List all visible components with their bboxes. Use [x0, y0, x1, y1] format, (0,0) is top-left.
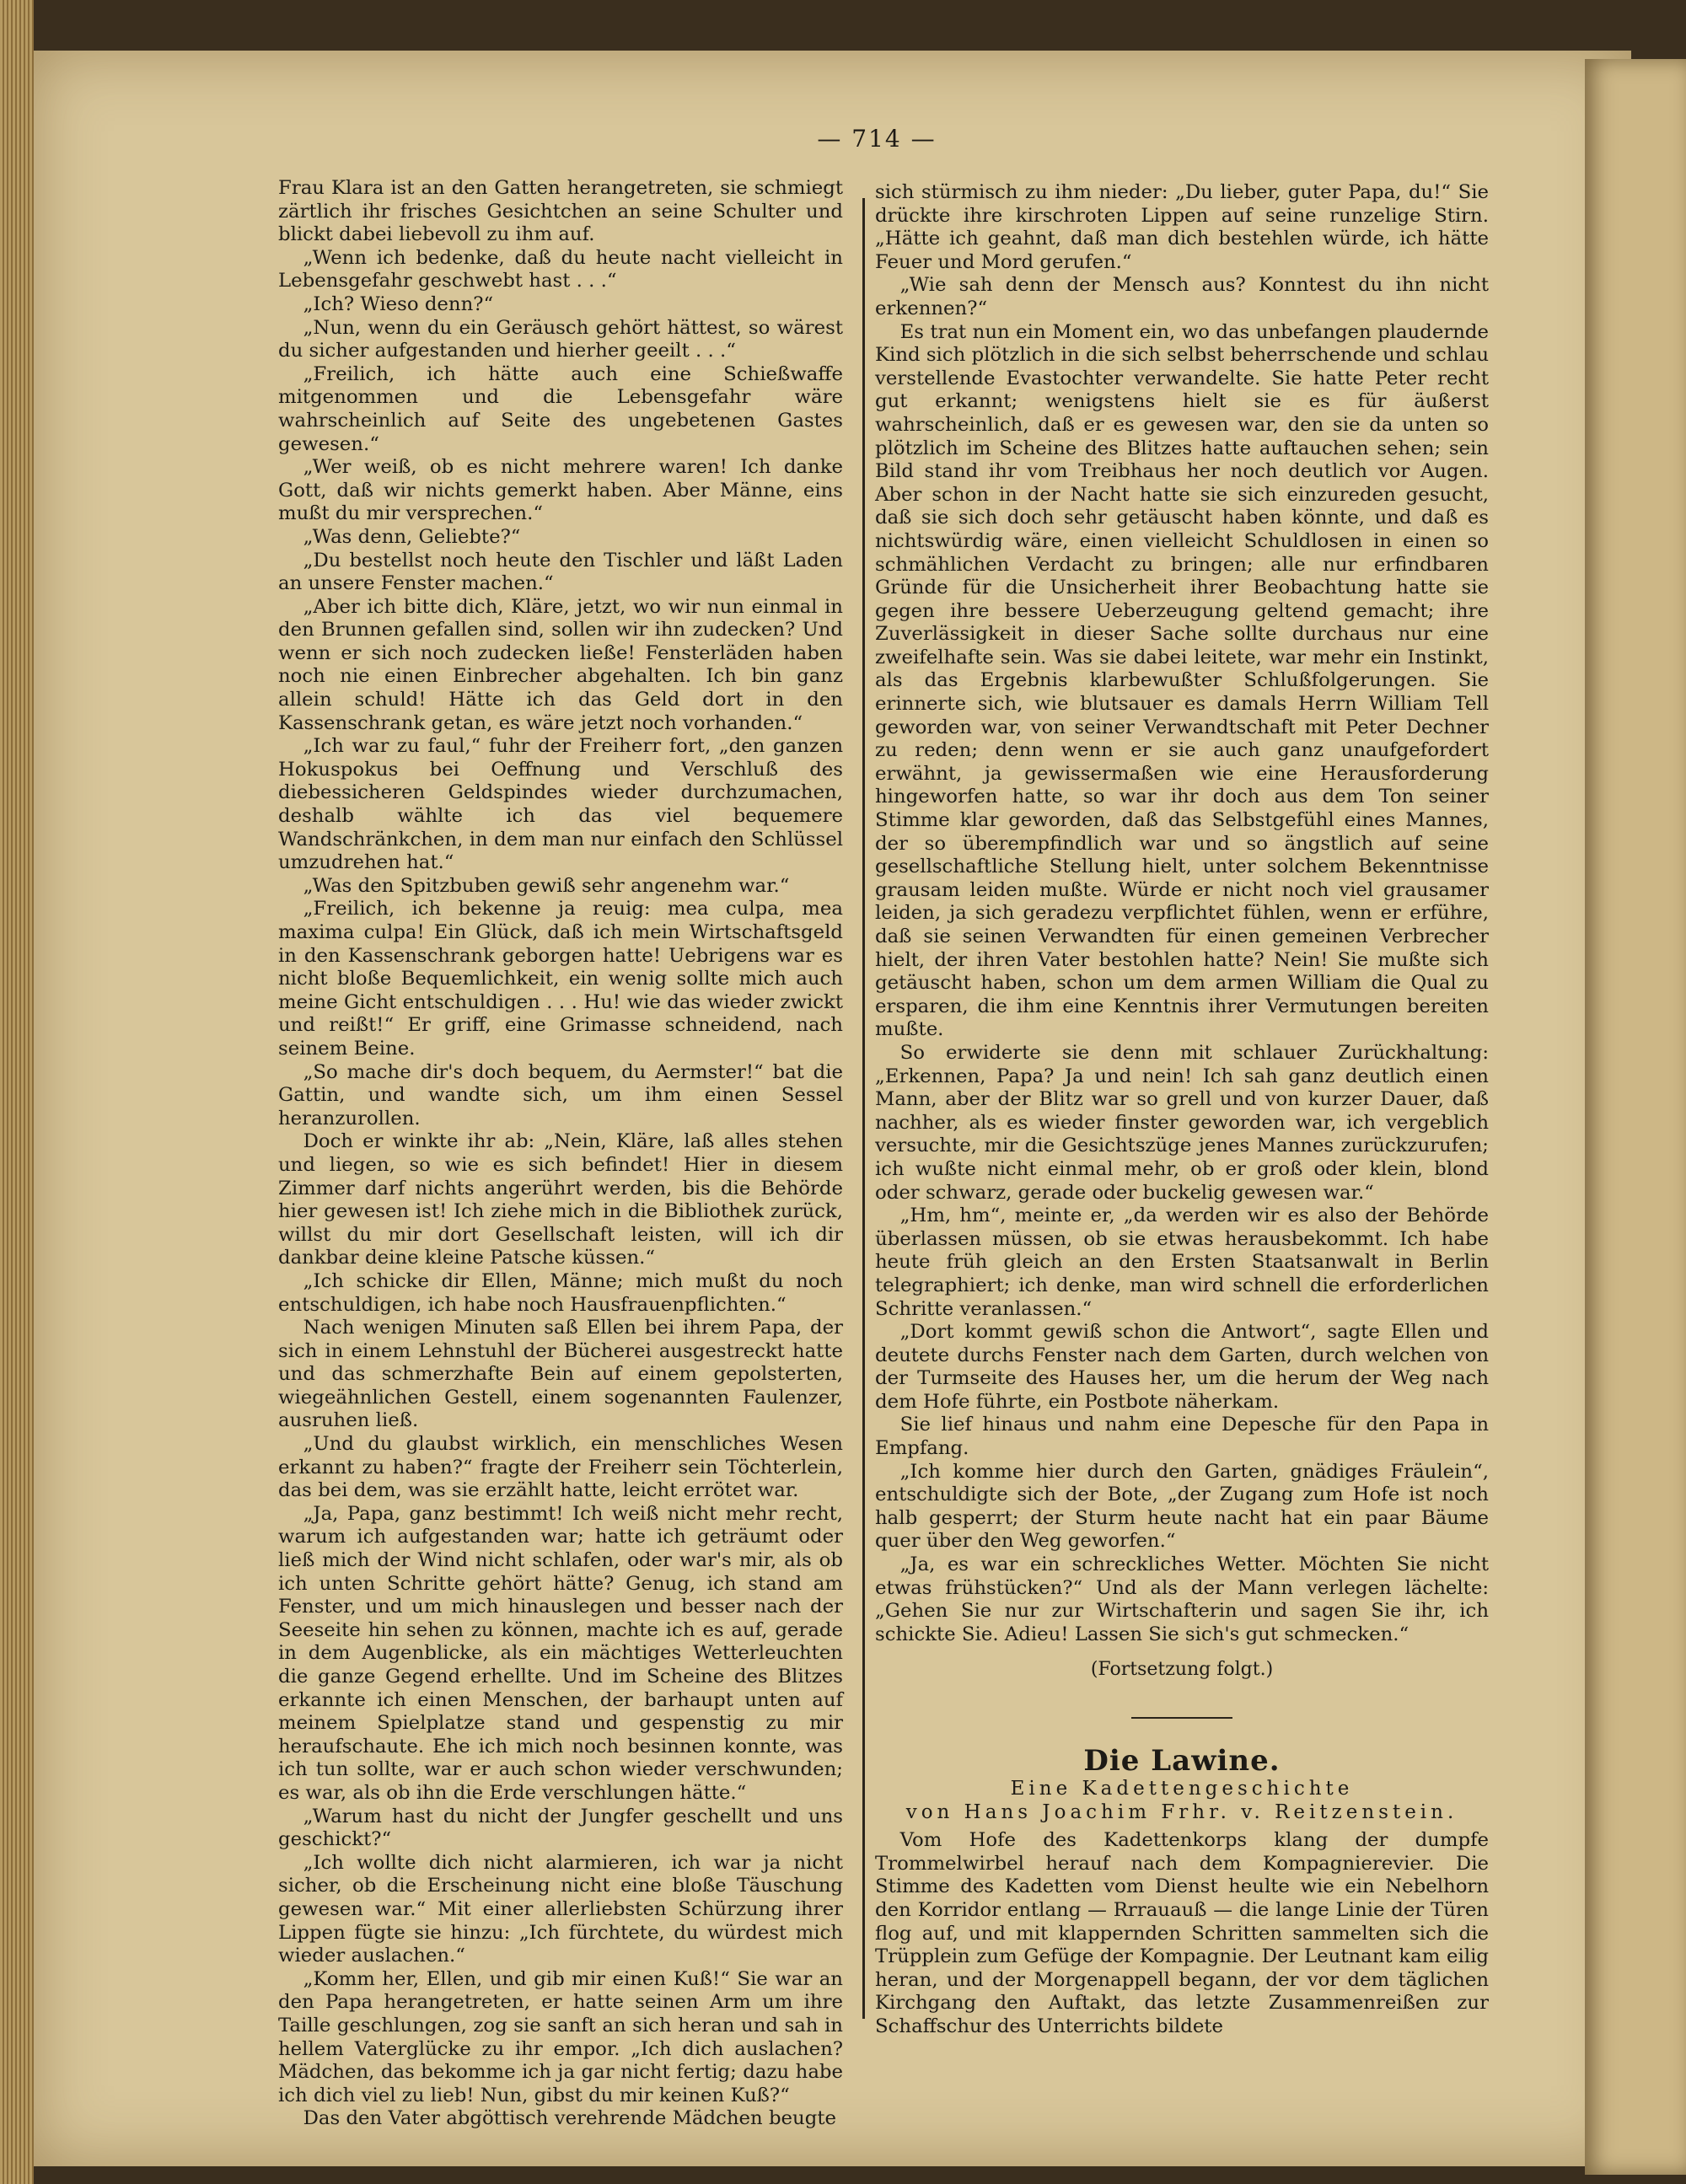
paragraph: „Wenn ich bedenke, daß du heute nacht vielleicht in Lebensgefahr geschwebt hast . . .“ — [278, 246, 843, 292]
paragraph: „Freilich, ich hätte auch eine Schießwaffe mitgenommen und die Lebensgefahr wäre wahrscheinlich auf Seite des ungebetenen Gastes gewesen.“ — [278, 362, 843, 455]
paragraph: Sie lief hinaus und nahm eine Depesche für den Papa in Empfang. — [875, 1414, 1489, 1460]
paragraph: „Komm her, Ellen, und gib mir einen Kuß!“ Sie war an den Papa herangetreten, er hatte seinen Arm um ihre Taille geschlungen, zog sie sanft an sich heran und sah in hellem Vaterglücke zu ihr empor. „Ich dich auslachen? Mädchen, das bekomme ich ja gar nicht fertig; dazu habe ich dich viel zu lieb! Nun, gibst du mir keinen Kuß?“ — [278, 1967, 843, 2106]
paragraph: „Nun, wenn du ein Geräusch gehört hättest, so wärest du sicher aufgestanden und hierher geeilt . . .“ — [278, 316, 843, 362]
paragraph: Es trat nun ein Moment ein, wo das unbefangen plaudernde Kind sich plötzlich in die sich selbst beherrschende und schlau verstellende Evastochter verwandelte. Sie hatte Peter recht gut erkannt; wenigstens hielt sie es für äußerst wahrscheinlich, daß er es gewesen war, den sie da unten so plötzlich im Scheine des Blitzes hatte auftauchen sehen; sein Bild stand ihr vom Treibhaus her noch deutlich vor Augen. Aber schon in der Nacht hatte sie sich einzureden gesucht, daß sie sich doch sehr getäuscht haben könnte, und daß es nichtswürdig wäre, einen vielleicht Schuldlosen in einen so schmählichen Verdacht zu bringen; alle nur erfindbaren Gründe für die Unsicherheit ihrer Beobachtung hatte sie gegen ihre bessere Ueberzeugung geltend gemacht; ihre Zuverlässigkeit in dieser Sache sollte durchaus nur eine zweifelhafte sein. Was sie dabei leitete, war mehr ein Instinkt, als das Ergebnis klarbewußter Schlußfolgerungen. Sie erinnerte sich, wie blutsauer es damals Herrn William Tell geworden war, von seiner Verwandtschaft mit Peter Dechner zu reden; denn wenn er sie auch ganz unaufgefordert erwähnt, ja gewissermaßen wie eine Herausforderung hingeworfen hatte, so war ihr doch aus dem Ton seiner Stimme klar geworden, daß das Selbstgefühl eines Mannes, der so überempfindlich war und so ängstlich auf seine gesellschaftliche Stellung hielt, unter solchem Bekenntnisse grausam leiden mußte. Würde er nicht noch viel grausamer leiden, ja sich geradezu verpflichtet fühlen, wenn er erführe, daß sie seinen Verwandten für einen gemeinen Verbrecher hielt, der ihren Vater bestohlen hatte? Nein! Sie mußte sich getäuscht haben, schon um dem armen William die Qual zu ersparen, die ihm eine Kenntnis ihrer Vermutungen bereiten mußte. — [875, 320, 1489, 1041]
book-edge-left — [0, 0, 34, 2184]
story-title: Die Lawine. — [1083, 1744, 1281, 1778]
section-separator — [1131, 1717, 1232, 1719]
continuation-note: (Fortsetzung folgt.) — [1090, 1659, 1274, 1681]
paragraph: „Freilich, ich bekenne ja reuig: mea culpa, mea maxima culpa! Ein Glück, daß ich mein Wirtschaftsgeld in den Kassenschrank geborgen hatte! Uebrigens war es nicht bloße Bequemlichkeit, ein wenig sollte mich auch meine Gicht entschuldigen . . . Hu! wie das wieder zwickt und reißt!“ Er griff, eine Grimasse schneidend, nach seinem Beine. — [278, 898, 843, 1060]
paragraph: „Warum hast du nicht der Jungfer geschellt und uns geschickt?“ — [278, 1805, 843, 1851]
paragraph: „Ich? Wieso denn?“ — [303, 292, 494, 315]
left-column — [278, 177, 843, 2131]
paragraph: Frau Klara ist an den Gatten herangetreten, sie schmiegt zärtlich ihr frisches Gesichtchen an seine Schulter und blickt dabei liebevoll zu ihm auf. — [278, 177, 843, 246]
paragraph: Das den Vater abgöttisch verehrende Mädchen beugte — [303, 2107, 836, 2130]
paragraph: So erwiderte sie denn mit schlauer Zurückhaltung: „Erkennen, Papa? Ja und nein! Ich sah ganz deutlich einen Mann, aber der Blitz war so grell und von kurzer Dauer, daß nachher, als es wieder finster geworden war, ich vergeblich versuchte, mir die Gesichtszüge jenes Mannes zurückzurufen; ich wußte nicht einmal mehr, ob er groß oder klein, blond oder schwarz, gerade oder buckelig gewesen war.“ — [875, 1041, 1489, 1204]
paragraph: „Was denn, Geliebte?“ — [303, 525, 521, 548]
paragraph: Doch er winkte ihr ab: „Nein, Kläre, laß alles stehen und liegen, so wie es sich befindet! Hier in diesem Zimmer darf nichts angerührt werden, bis die Behörde hier gewesen ist! Ich ziehe mich in die Bibliothek zurück, willst du mir dort Gesellschaft leisten, will ich dir dankbar deine kleine Patsche küssen.“ — [278, 1130, 843, 1269]
page-number: — 714 — — [817, 125, 937, 153]
paragraph: „Was den Spitzbuben gewiß sehr angenehm war.“ — [303, 874, 790, 897]
paragraph: „Dort kommt gewiß schon die Antwort“, sagte Ellen und deutete durchs Fenster nach dem Garten, durch welchen von der Turmseite des Hauses her, um die herum der Weg nach dem Hofe führte, ein Postbote näherkam. — [875, 1321, 1489, 1413]
paragraph: Nach wenigen Minuten saß Ellen bei ihrem Papa, der sich in einem Lehnstuhl der Bücherei ausgestreckt hatte und das schmerzhafte Bein auf einem gepolsterten, wiegeähnlichen Gestell, einem sogenannten Faulenzer, ausruhen ließ. — [278, 1317, 843, 1432]
paragraph: „So mache dir's doch bequem, du Aermster!“ bat die Gattin, und wandte sich, um ihm einen Sessel heranzurollen. — [278, 1060, 843, 1130]
paragraph: „Aber ich bitte dich, Kläre, jetzt, wo wir nun einmal in den Brunnen gefallen sind, sollen wir ihn zudecken? Und wenn er sich noch zudecken ließe! Fensterläden haben noch nie einen Einbrecher abgehalten. Ich bin ganz allein schuld! Hätte ich das Geld dort in den Kassenschrank getan, es wäre jetzt noch vorhanden.“ — [278, 595, 843, 734]
paragraph: „Ich schicke dir Ellen, Männe; mich mußt du noch entschuldigen, ich habe noch Hausfrauenpflichten.“ — [278, 1269, 843, 1316]
paragraph: „Und du glaubst wirklich, ein menschliches Wesen erkannt zu haben?“ fragte der Freiherr sein Töchterlein, das bei dem, was sie erzählt hatte, leicht errötet war. — [278, 1433, 843, 1502]
right-column — [875, 181, 1489, 2039]
paragraph: „Wer weiß, ob es nicht mehrere waren! Ich danke Gott, daß wir nichts gemerkt haben. Aber Männe, eins mußt du mir versprechen.“ — [278, 456, 843, 525]
paragraph: „Ich komme hier durch den Garten, gnädiges Fräulein“, entschuldigte sich der Bote, „der Zugang zum Hofe ist noch halb gesperrt; der Sturm heute nacht hat ein paar Bäume quer über den Weg geworfen.“ — [875, 1460, 1489, 1553]
facing-page-edge — [1585, 59, 1686, 2175]
paragraph: „Du bestellst noch heute den Tischler und läßt Laden an unsere Fenster machen.“ — [278, 549, 843, 595]
column-divider — [862, 198, 865, 2019]
paragraph: „Hm, hm“, meinte er, „da werden wir es also der Behörde überlassen müssen, ob sie etwas herausbekommt. Ich habe heute früh gleich an den Ersten Staatsanwalt in Berlin telegraphiert; ich denke, man wird schnell die erforderlichen Schritte veranlassen.“ — [875, 1205, 1489, 1320]
paragraph: „Ich war zu faul,“ fuhr der Freiherr fort, „den ganzen Hokuspokus bei Oeffnung und Verschluß des diebessicheren Geldspindes wieder durchzumachen, deshalb wählte ich das viel bequemere Wandschränkchen, in dem man nur einfach den Schlüssel umzudrehen hat.“ — [278, 735, 843, 874]
paragraph: „Ja, Papa, ganz bestimmt! Ich weiß nicht mehr recht, warum ich aufgestanden war; hatte ich geträumt oder ließ mich der Wind nicht schlafen, oder war's mir, als ob ich unten Schritte gehört hätte? Genug, ich stand am Fenster, und um mich hinauslegen und besser nach der Seeseite hin sehen zu können, machte ich es auf, gerade in dem Augenblicke, als ein mächtiges Wetterleuchten die ganze Gegend erhellte. Und im Scheine des Blitzes erkannte ich einen Menschen, der barhaupt unten auf meinem Spielplatze stand und gespenstig zu mir heraufschaute. Ehe ich mich noch besinnen konnte, was ich tun sollte, war er auch schon wieder verschwunden; es war, als ob ihn die Erde verschlungen hätte.“ — [278, 1502, 843, 1804]
story-paragraph: Vom Hofe des Kadettenkorps klang der dumpfe Trommelwirbel herauf nach dem Kompagnierevier. Die Stimme des Kadetten vom Dienst heulte wie ein Nebelhorn den Korridor entlang — Rrrauauß — die lange Linie der Türen flog auf, und mit klappernden Schritten sammelten sich die Trüpplein zum Gefüge der Kompagnie. Der Leutnant kam eilig heran, und der Morgenappell begann, der vor dem täglichen Kirchgang den Auftakt, das letzte Zusammenreißen zur Schaffschur des Unterrichts bildete — [875, 1829, 1489, 2037]
paragraph: „Ja, es war ein schreckliches Wetter. Möchten Sie nicht etwas frühstücken?“ Und als der Mann verlegen lächelte: „Gehen Sie nur zur Wirtschafterin und sagen Sie ihr, ich schickte Sie. Adieu! Lassen Sie sich's gut schmecken.“ — [875, 1553, 1489, 1645]
paragraph: sich stürmisch zu ihm nieder: „Du lieber, guter Papa, du!“ Sie drückte ihre kirschroten Lippen auf seine runzelige Stirn. „Hätte ich geahnt, daß man dich bestehlen würde, ich hätte Feuer und Mord gerufen.“ — [875, 181, 1489, 273]
story-author: von Hans Joachim Frhr. v. Reitzenstein. — [905, 1800, 1458, 1823]
paragraph: „Wie sah denn der Mensch aus? Konntest du ihn nicht erkennen?“ — [875, 274, 1489, 319]
paragraph: „Ich wollte dich nicht alarmieren, ich war ja nicht sicher, ob die Erscheinung nicht eine bloße Täuschung gewesen war.“ Mit einer allerliebsten Schürzung ihrer Lippen fügte sie hinzu: „Ich fürchtete, du würdest mich wieder auslachen.“ — [278, 1851, 843, 1967]
story-subtitle: Eine Kadettengeschichte — [1010, 1778, 1354, 1800]
